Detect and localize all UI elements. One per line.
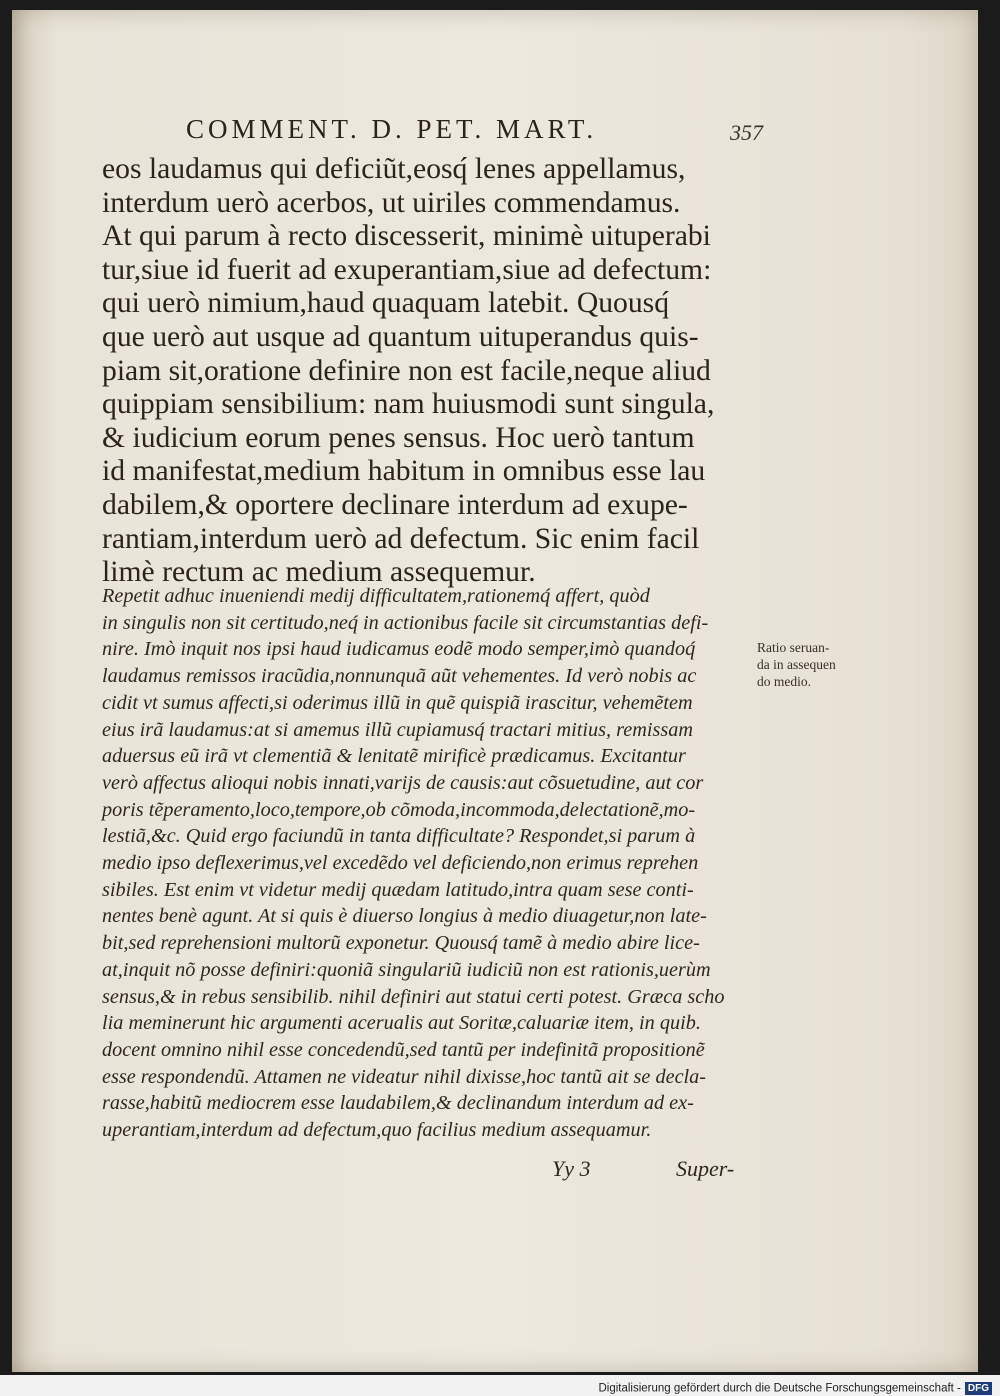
- commentary-line: aduersus eũ irã vt clementiã & lenitatẽ mirificè prædicamus. Excitantur: [102, 745, 686, 768]
- commentary-line: at,inquit nõ posse definiri:quoniã singulariũ iudiciũ non est rationis,uerùm: [102, 958, 711, 981]
- catchword: Super-: [676, 1156, 735, 1181]
- main-text-line: & iudicium eorum penes sensus. Hoc uerò tantum: [102, 420, 695, 454]
- commentary-line: Repetit adhuc inueniendi medij difficultatem,rationemq́ affert, quòd: [102, 585, 650, 607]
- marginal-note: [757, 639, 847, 690]
- marginal-note-line: Ratio seruan-: [757, 640, 830, 655]
- page-number: 357: [730, 120, 763, 145]
- commentary-line: sibiles. Est enim vt videtur medij quædam latitudo,intra quam sese conti-: [102, 878, 694, 901]
- running-head: COMMENT. D. PET. MART.: [186, 114, 598, 144]
- commentary-line: sensus,& in rebus sensibilib. nihil definiri aut statui certi potest. Græca scho: [102, 985, 725, 1008]
- commentary-line: verò affectus alioqui nobis innati,varijs de causis:aut cõsuetudine, aut cor: [102, 771, 704, 794]
- commentary-line: laudamus remissos iracũdia,nonnunquã aũt vehementes. Id verò nobis ac: [102, 665, 697, 688]
- commentary-line: poris tẽperamento,loco,tempore,ob cõmoda,incommoda,delectationẽ,mo-: [102, 798, 696, 821]
- main-text-line: qui uerò nimium,haud quaquam latebit. Quousq́: [102, 286, 670, 320]
- commentary-line: nire. Imò inquit nos ipsi haud iudicamus eodẽ modo semper,imò quandoq́: [102, 638, 696, 661]
- marginal-note-line: da in assequen: [757, 657, 836, 672]
- main-text-line: dabilem,& oportere declinare interdum ad exupe-: [102, 488, 688, 521]
- commentary-line: in singulis non sit certitudo,neq́ in actionibus facile sit circumstantias defi-: [102, 611, 709, 634]
- commentary-line: bit,sed reprehensioni multorũ exponetur. Quousq́ tamẽ à medio abire lice-: [102, 932, 700, 955]
- main-text-line: eos laudamus qui deficiũt,eosq́ lenes appellamus,: [102, 152, 686, 185]
- main-text-line: At qui parum à recto discesserit, minimè uituperabi: [102, 219, 711, 253]
- dfg-logo: DFG: [965, 1382, 992, 1395]
- main-text-line: piam sit,oratione definire non est facile,neque aliud: [102, 353, 711, 387]
- footer-text: Digitalisierung gefördert durch die Deutsche Forschungsgemeinschaft -: [598, 1382, 961, 1395]
- commentary-line: lia meminerunt hic argumenti acerualis aut Soritæ,caluariæ item, in quib.: [102, 1012, 701, 1035]
- main-text-line: limè rectum ac medium assequemur.: [102, 555, 536, 589]
- main-text-line: que uerò aut usque ad quantum uituperandus quis-: [102, 320, 699, 353]
- commentary-line: nentes benè agunt. At si quis è diuerso longius à medio diuagetur,non late-: [102, 905, 707, 928]
- commentary-line: rasse,habitũ mediocrem esse laudabilem,& declinandum interdum ad ex-: [102, 1092, 694, 1115]
- commentary-line: docent omnino nihil esse concedendũ,sed tantũ per indefinitã propositionẽ: [102, 1038, 705, 1061]
- main-text-line: id manifestat,medium habitum in omnibus esse lau: [102, 454, 706, 488]
- commentary-line: lestiã,&c. Quid ergo faciundũ in tanta difficultate? Respondet,si parum à: [102, 825, 696, 848]
- main-text-line: interdum uerò acerbos, ut uiriles commendamus.: [102, 185, 681, 219]
- marginal-note-line: do medio.: [757, 674, 811, 689]
- signature-mark: Yy 3: [552, 1156, 591, 1181]
- main-text-line: tur,siue id fuerit ad exuperantiam,siue ad defectum:: [102, 252, 712, 286]
- commentary-line: cidit vt sumus affecti,si oderimus illũ in quẽ quispiã irascitur, vehemẽtem: [102, 691, 693, 714]
- main-text-line: quippiam sensibilium: nam huiusmodi sunt singula,: [102, 387, 715, 421]
- commentary-line: eius irã laudamus:at si amemus illũ cupiamusq́ tractari mitius, remissam: [102, 718, 694, 741]
- footer-credit: [598, 1382, 992, 1395]
- commentary-line: esse respondendũ. Attamen ne videatur nihil dixisse,hoc tantũ ait se decla-: [102, 1065, 707, 1088]
- main-text-line: rantiam,interdum uerò ad defectum. Sic enim facil: [102, 521, 700, 555]
- commentary-line: uperantiam,interdum ad defectum,quo facilius medium assequamur.: [102, 1119, 652, 1141]
- commentary-line: medio ipso deflexerimus,vel excedẽdo vel deficiendo,non erimus reprehen: [102, 852, 699, 874]
